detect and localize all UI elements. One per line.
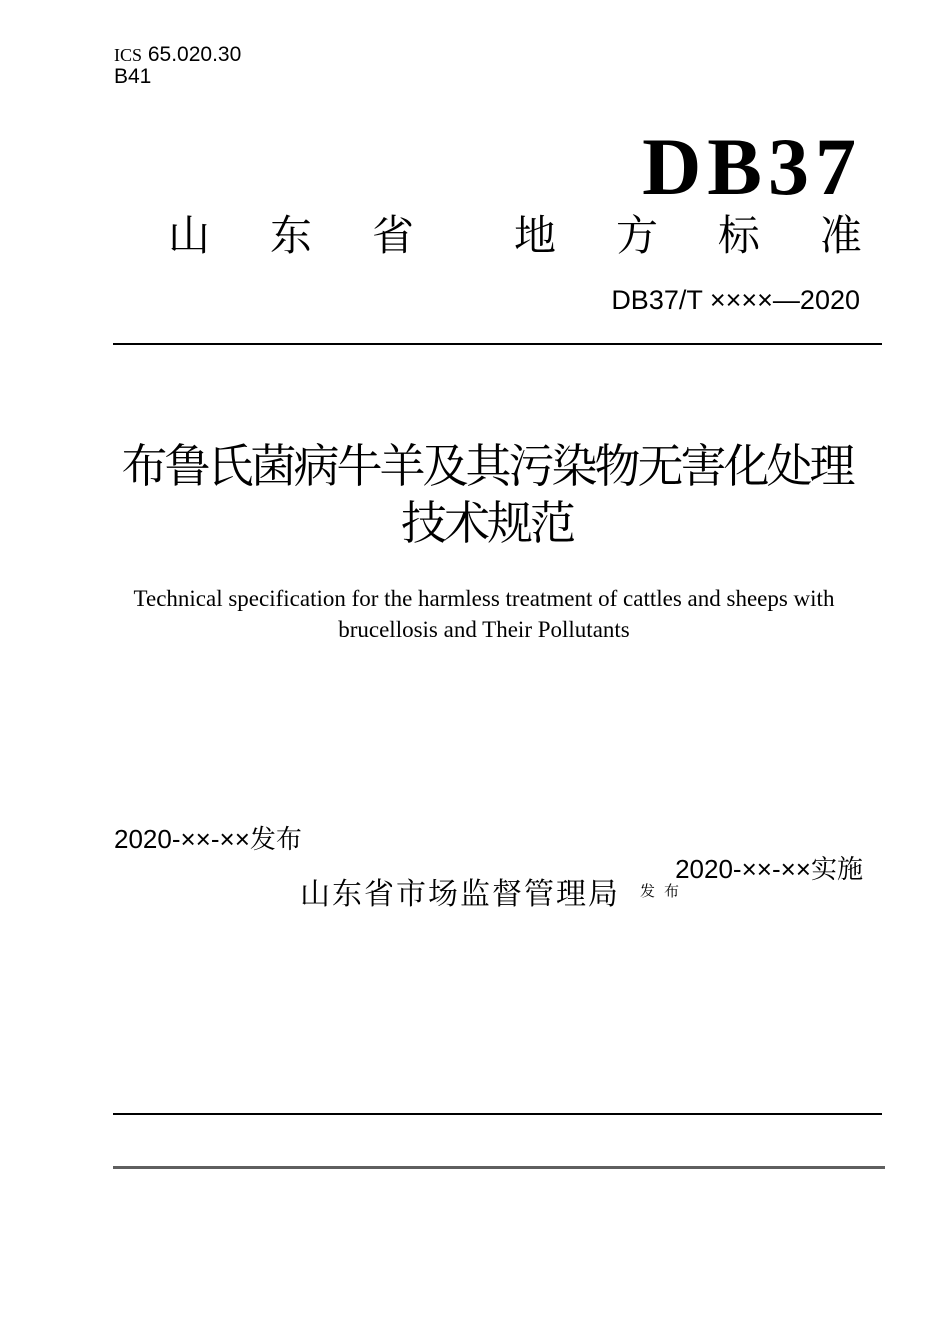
db37-logo: DB37 [642,121,862,212]
ics-code: 65.020.30 [147,43,242,66]
publisher-row [300,877,688,913]
subtitle-en-line-2: brucellosis and Their Pollutants [338,617,630,642]
standard-type-title [168,210,862,262]
implement-date: 2020-××-××实施 [675,854,863,884]
standard-type-char: 标 [717,212,760,259]
footer-rule-top [113,1113,882,1115]
standard-type-char: 地 [513,212,556,259]
classification-code: B41 [114,65,152,88]
document-title [93,438,881,552]
footer-rule-bottom [113,1166,885,1169]
ics-block [114,44,241,88]
document-subtitle-en [90,583,878,645]
ics-label: ICS [114,45,143,65]
subtitle-en-line-1: Technical specification for the harmless treatment of cattles and sheeps with [133,586,835,611]
standard-type-char: 省 [371,212,414,259]
header-rule [113,343,882,345]
document-title-line-2: 技术规范 [401,497,573,549]
standard-type-char: 准 [819,212,862,259]
issue-date: 2020-××-××发布 [114,824,302,854]
standard-type-char: 东 [269,212,312,259]
publisher-name: 山东省市场监督管理局 [300,878,620,911]
document-title-line-1: 布鲁氏菌病牛羊及其污染物无害化处理 [121,440,853,492]
publish-label: 发布 [640,883,689,900]
ics-line [114,44,241,66]
standard-type-char: 山 [168,212,211,259]
standard-number: DB37/T ××××—2020 [611,285,860,315]
standard-type-char: 方 [615,212,658,259]
